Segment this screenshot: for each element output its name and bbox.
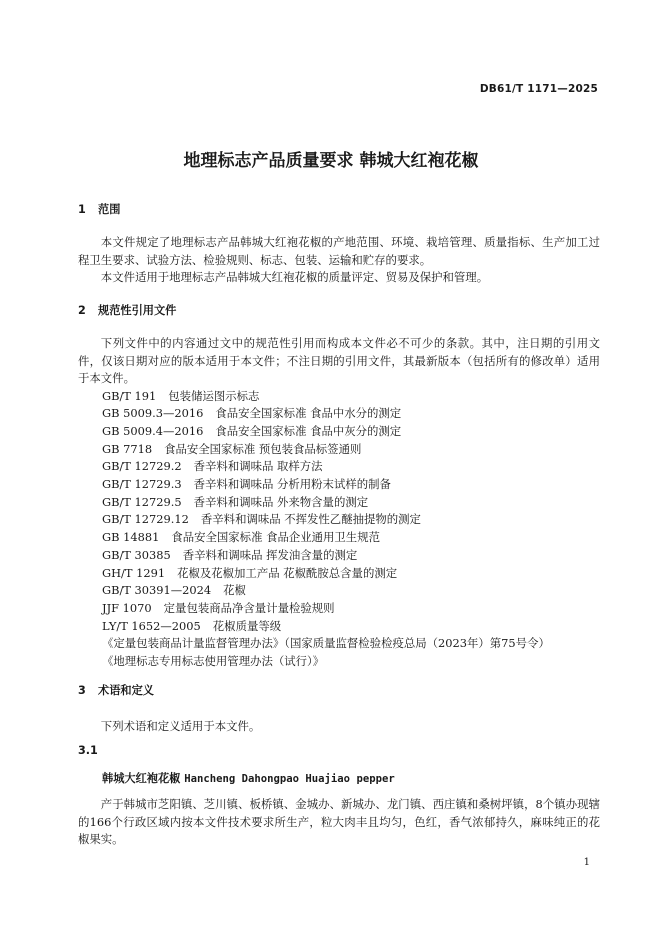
section-scope-body [78, 234, 600, 287]
section-terms [78, 683, 600, 699]
paragraph: 本文件适用于地理标志产品韩城大红袍花椒的质量评定、贸易及保护和管理。 [100, 270, 489, 284]
reference-item: GB/T 30385 香辛料和调味品 挥发油含量的测定 [102, 547, 358, 562]
section-references-body [78, 335, 600, 671]
reference-item: GB 7718 食品安全国家标准 预包装食品标签通则 [102, 441, 362, 456]
section-terms-intro [78, 718, 600, 736]
paragraph: 下列文件中的内容通过文中的规范性引用而构成本文件必不可少的条款。其中，注日期的引用文件，仅该日期对应的版本适用于本文件；不注日期的引用文件，其最新版本（包括所有的修改单）适用于本文件。 [78, 336, 600, 385]
reference-item: GB/T 12729.2 香辛料和调味品 取样方法 [102, 459, 323, 474]
term-entry [78, 771, 600, 787]
term-name [78, 771, 600, 787]
section-references [78, 303, 600, 319]
reference-item: GB/T 30391—2024 花椒 [102, 583, 246, 598]
section-title: 规范性引用文件 [98, 304, 177, 317]
paragraph: 产于韩城市芝阳镇、芝川镇、板桥镇、金城办、新城办、龙门镇、西庄镇和桑树坪镇，8个镇办现辖的166个行政区域内按本文件技术要求所生产，粒大肉丰且均匀，色红，香气浓郁持久，麻味纯正的花椒果实。 [78, 797, 600, 846]
section-number: 2 [78, 304, 86, 317]
section-number: 1 [78, 203, 86, 216]
section-heading [78, 202, 600, 218]
reference-item: 《地理标志专用标志使用管理办法（试行）》 [102, 654, 325, 669]
reference-item: GH/T 1291 花椒及花椒加工产品 花椒酰胺总含量的测定 [102, 565, 398, 580]
paragraph: 本文件规定了地理标志产品韩城大红袍花椒的产地范围、环境、栽培管理、质量指标、生产加工过程卫生要求、试验方法、检验规则、标志、包装、运输和贮存的要求。 [78, 235, 600, 267]
reference-item: JJF 1070 定量包装商品净含量计量检验规则 [102, 600, 335, 615]
paragraph: 下列术语和定义适用于本文件。 [100, 719, 261, 733]
term-chinese: 韩城大红袍花椒 [102, 772, 181, 785]
reference-item: GB 5009.4—2016 食品安全国家标准 食品中灰分的测定 [102, 423, 402, 438]
subsection-heading [78, 743, 600, 759]
reference-item: 《定量包装商品计量监督管理办法》（国家质量监督检验检疫总局（2023年）第75号令） [102, 636, 550, 651]
section-title: 范围 [98, 203, 121, 216]
reference-item: GB/T 191 包装储运图示标志 [102, 388, 260, 403]
section-heading [78, 683, 600, 699]
section-heading [78, 303, 600, 319]
reference-item: GB 5009.3—2016 食品安全国家标准 食品中水分的测定 [102, 406, 402, 421]
reference-item: GB/T 12729.3 香辛料和调味品 分析用粉末试样的制备 [102, 477, 391, 492]
reference-item: GB/T 12729.12 香辛料和调味品 不挥发性乙醚抽提物的测定 [102, 512, 421, 527]
section-number: 3 [78, 684, 86, 697]
term-english: Hancheng Dahongpao Huajiao pepper [184, 773, 395, 785]
page-number: 1 [583, 857, 590, 868]
reference-list [78, 388, 600, 671]
reference-item: GB/T 12729.5 香辛料和调味品 外来物含量的测定 [102, 494, 369, 509]
document-title: 地理标志产品质量要求 韩城大红袍花椒 [183, 151, 479, 171]
reference-item: LY/T 1652—2005 花椒质量等级 [102, 618, 282, 633]
subsection-number: 3.1 [78, 744, 98, 757]
section-scope [78, 202, 600, 218]
standard-number: DB61/T 1171—2025 [479, 83, 598, 95]
reference-item: GB 14881 食品安全国家标准 食品企业通用卫生规范 [102, 530, 380, 545]
section-title: 术语和定义 [98, 684, 154, 697]
term-definition [78, 796, 600, 849]
